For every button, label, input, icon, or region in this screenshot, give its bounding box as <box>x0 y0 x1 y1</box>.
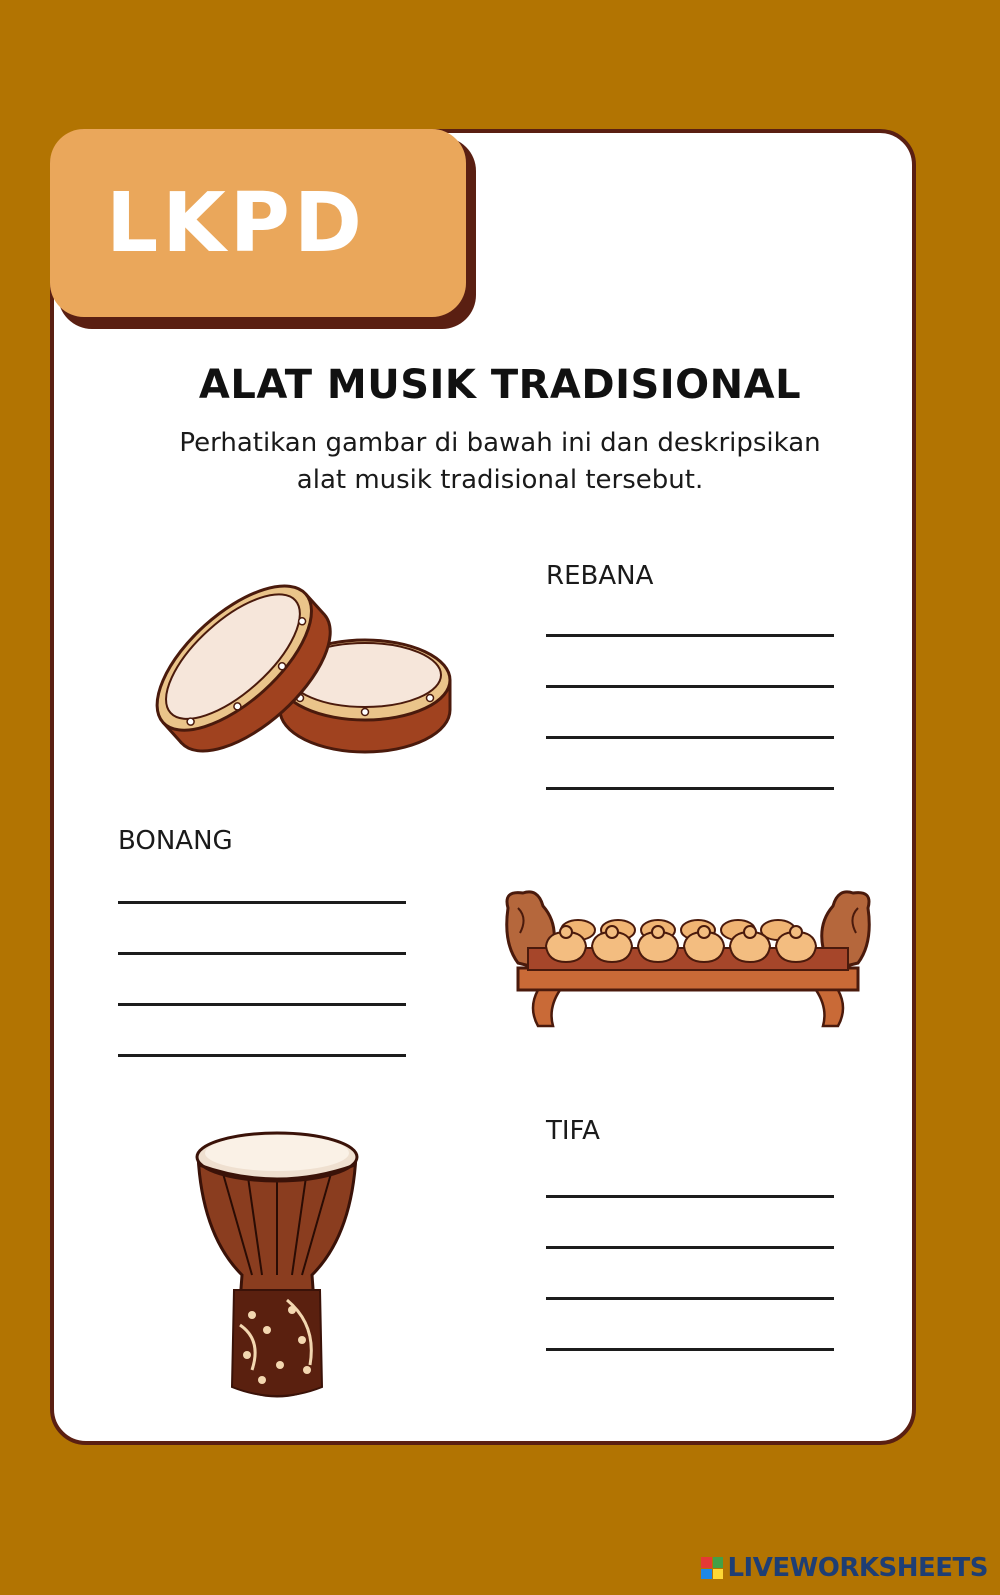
answer-line[interactable] <box>546 736 834 739</box>
instruction-line-1: Perhatikan gambar di bawah ini dan deskripsikan <box>179 428 821 458</box>
answer-line[interactable] <box>118 1054 406 1057</box>
answer-line[interactable] <box>546 1297 834 1300</box>
answer-line[interactable] <box>118 901 406 904</box>
answer-line[interactable] <box>546 1195 834 1198</box>
answer-line[interactable] <box>546 634 834 637</box>
tifa-label: TIFA <box>546 1116 600 1146</box>
tifa-drum-illustration <box>192 1125 362 1407</box>
bonang-gamelan-illustration <box>498 888 878 1036</box>
rebana-answer-lines[interactable] <box>546 634 834 838</box>
answer-line[interactable] <box>118 1003 406 1006</box>
answer-line[interactable] <box>546 1348 834 1351</box>
liveworksheets-logo-icon <box>701 1557 723 1579</box>
answer-line[interactable] <box>546 1246 834 1249</box>
liveworksheets-watermark <box>701 1553 988 1583</box>
rebana-drum-illustration <box>140 560 460 775</box>
badge-text: LKPD <box>106 175 366 271</box>
answer-line[interactable] <box>546 685 834 688</box>
instruction-line-2: alat musik tradisional tersebut. <box>296 465 704 495</box>
tifa-answer-lines[interactable] <box>546 1195 834 1399</box>
rebana-label: REBANA <box>546 561 654 591</box>
answer-line[interactable] <box>546 787 834 790</box>
instruction-text <box>100 425 900 499</box>
watermark-text: LIVEWORKSHEETS <box>727 1553 988 1583</box>
lkpd-badge <box>50 129 466 317</box>
bonang-answer-lines[interactable] <box>118 901 406 1105</box>
page-title: ALAT MUSIK TRADISIONAL <box>198 362 802 408</box>
answer-line[interactable] <box>118 952 406 955</box>
bonang-label: BONANG <box>118 826 233 856</box>
